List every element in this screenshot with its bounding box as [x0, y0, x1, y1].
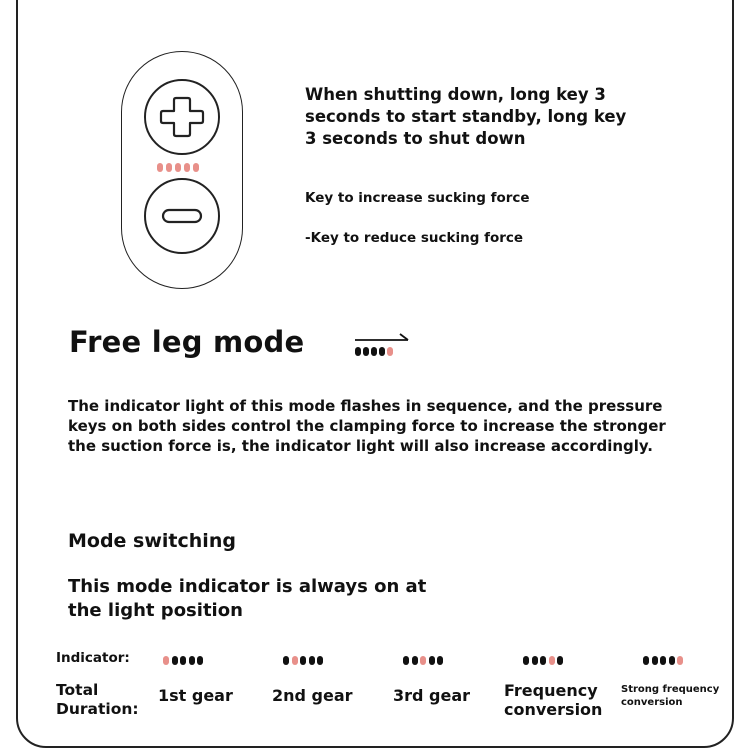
- gear-1-dot-2: [172, 656, 178, 665]
- gear-3-indicator: [403, 656, 443, 665]
- gear-label-2nd: 2nd gear: [272, 686, 353, 705]
- gear-2-dot-1: [283, 656, 289, 665]
- free-leg-dot-2: [363, 347, 369, 356]
- gear-3-dot-4: [429, 656, 435, 665]
- gear-4-dot-2: [532, 656, 538, 665]
- gear-2-dot-4: [309, 656, 315, 665]
- remote-dot-2: [166, 163, 172, 172]
- shutdown-instruction: When shutting down, long key 3 seconds to start standby, long key 3 seconds to shut down: [305, 85, 627, 148]
- gear-label-3rd: 3rd gear: [393, 686, 471, 705]
- remote-dot-5: [193, 163, 199, 172]
- remote-dot-3: [175, 163, 181, 172]
- free-leg-indicator-dots: [355, 347, 393, 356]
- mode-switching-subtitle: This mode indicator is always on at the light position: [68, 576, 427, 621]
- gear-3-dot-1: [403, 656, 409, 665]
- free-leg-mode-title: Free leg mode: [69, 325, 305, 359]
- gear-5-dot-2: [652, 656, 658, 665]
- increase-instruction: Key to increase sucking force: [305, 190, 530, 206]
- minus-icon: [146, 180, 218, 252]
- right-arrow-icon: [354, 332, 412, 346]
- gear-1-indicator: [163, 656, 203, 665]
- gear-5-dot-1: [643, 656, 649, 665]
- plus-icon: [146, 81, 218, 153]
- gear-2-indicator: [283, 656, 323, 665]
- free-leg-dot-4: [379, 347, 385, 356]
- free-leg-indicator: [354, 332, 412, 360]
- free-leg-dot-1: [355, 347, 361, 356]
- gear-5-indicator: [643, 656, 683, 665]
- free-leg-dot-5: [387, 347, 393, 356]
- gear-2-dot-5: [317, 656, 323, 665]
- remote-indicator-dots: [157, 163, 199, 172]
- gear-label-frequency: Frequency conversion: [504, 681, 603, 719]
- total-duration-label: [56, 681, 138, 719]
- gear-4-dot-5: [557, 656, 563, 665]
- gear-1-dot-5: [197, 656, 203, 665]
- gear-5-dot-5: [677, 656, 683, 665]
- gear-2-dot-2: [292, 656, 298, 665]
- gear-1-dot-4: [189, 656, 195, 665]
- remote-control: [121, 51, 243, 289]
- gear-4-dot-3: [540, 656, 546, 665]
- mode-switching-title: Mode switching: [68, 530, 236, 552]
- decrease-instruction: -Key to reduce sucking force: [305, 230, 524, 246]
- remote-dot-1: [157, 163, 163, 172]
- gear-1-dot-1: [163, 656, 169, 665]
- gear-3-dot-3: [420, 656, 426, 665]
- gear-4-dot-1: [523, 656, 529, 665]
- free-leg-dot-3: [371, 347, 377, 356]
- gear-1-dot-3: [180, 656, 186, 665]
- gear-5-dot-3: [660, 656, 666, 665]
- free-leg-description: The indicator light of this mode flashes in sequence, and the pressure keys on both sides control the clamping force to increase the stronger the suction force is, the indicator light will also increase accordingly.: [68, 397, 666, 455]
- total-duration-text: Total Duration:: [56, 681, 139, 718]
- plus-button[interactable]: [144, 79, 220, 155]
- gear-5-dot-4: [669, 656, 675, 665]
- minus-button[interactable]: [144, 178, 220, 254]
- gear-3-dot-5: [437, 656, 443, 665]
- gear-4-indicator: [523, 656, 563, 665]
- gear-2-dot-3: [300, 656, 306, 665]
- indicator-label: Indicator:: [56, 650, 130, 666]
- gear-4-dot-4: [549, 656, 555, 665]
- gear-3-dot-2: [412, 656, 418, 665]
- remote-dot-4: [184, 163, 190, 172]
- gear-label-strong-frequency: Strong frequency conversion: [621, 684, 720, 708]
- gear-label-1st: 1st gear: [158, 686, 233, 705]
